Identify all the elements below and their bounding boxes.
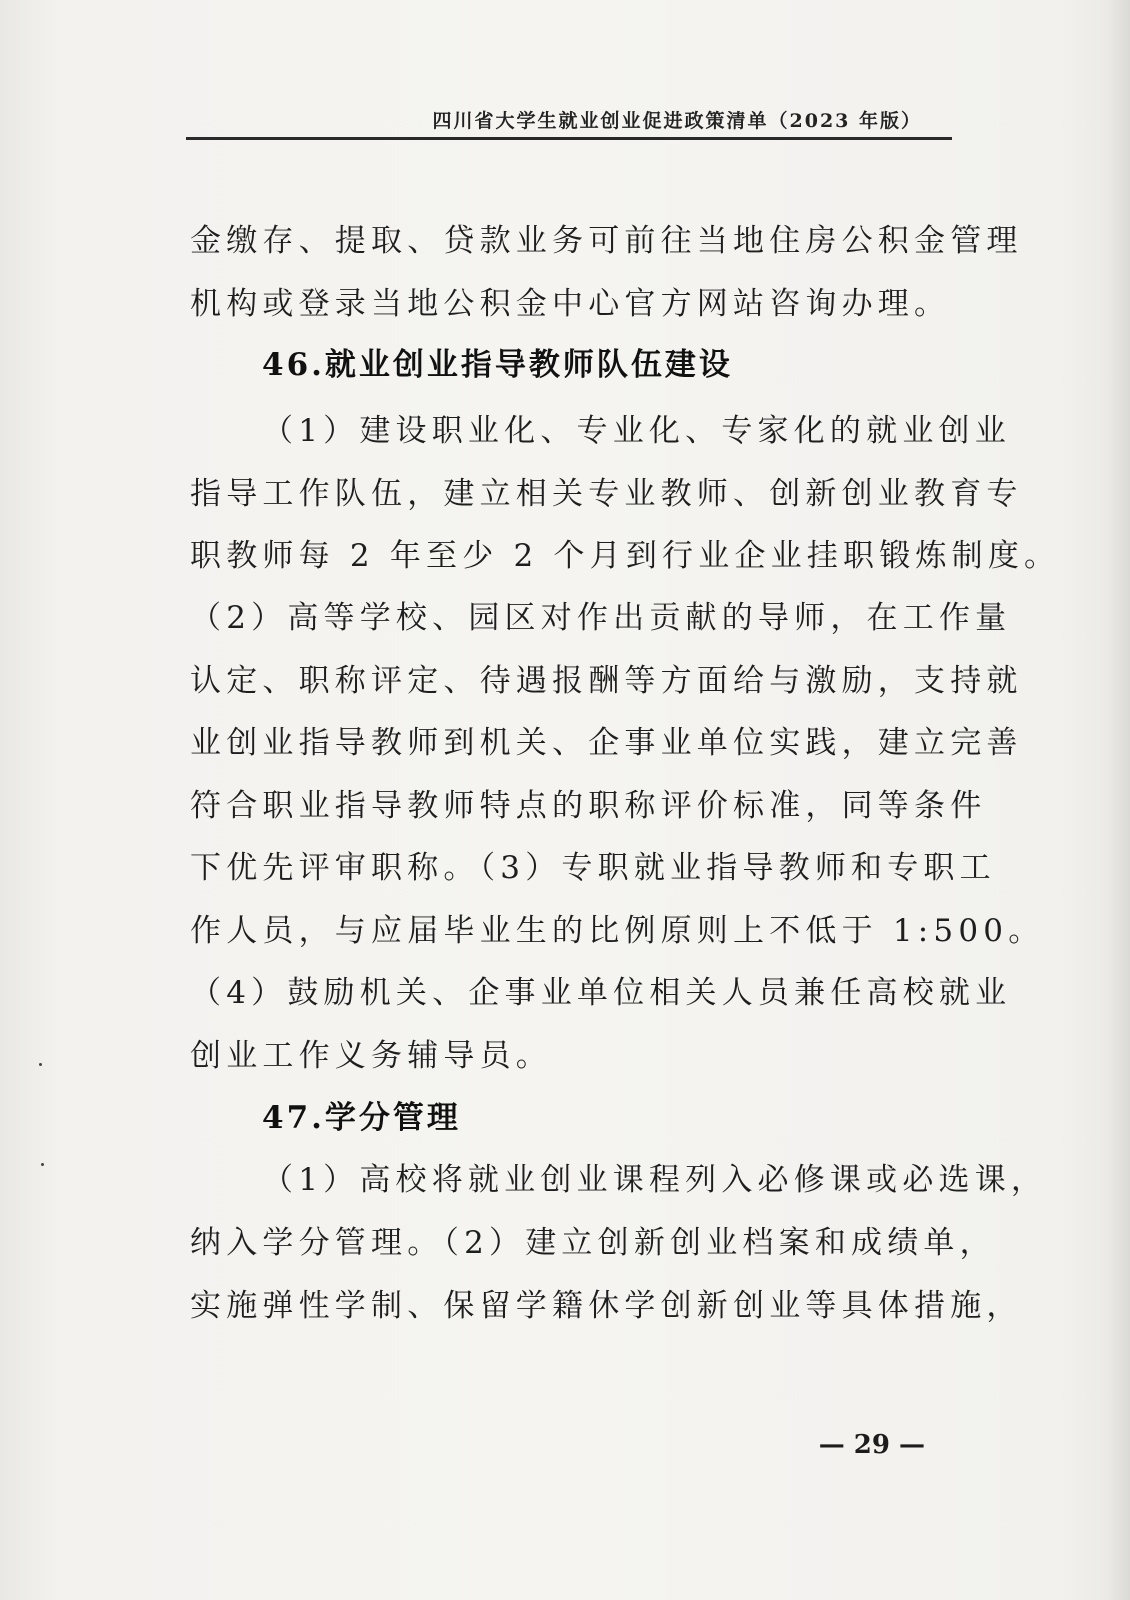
scan-speck	[41, 1163, 44, 1166]
section-heading-47: 47.学分管理	[262, 1100, 461, 1136]
body-line: （1）高校将就业创业课程列入必修课或必选课，	[262, 1162, 1048, 1198]
header-rule	[186, 137, 952, 140]
body-line: （1）建设职业化、专业化、专家化的就业创业	[262, 413, 1011, 449]
body-line: 符合职业指导教师特点的职称评价标准，同等条件	[190, 788, 987, 824]
body-line: 创业工作义务辅导员。	[190, 1038, 552, 1074]
section-heading-46: 46.就业创业指导教师队伍建设	[262, 347, 733, 383]
body-line: （4）鼓励机关、企事业单位相关人员兼任高校就业	[190, 975, 1012, 1011]
body-line: 机构或登录当地公积金中心官方网站咨询办理。	[190, 286, 951, 322]
body-line: 纳入学分管理。（2）建立创新创业档案和成绩单，	[190, 1225, 996, 1261]
body-line: 作人员，与应届毕业生的比例原则上不低于 1:500。	[190, 913, 1045, 949]
body-line: 业创业指导教师到机关、企事业单位实践，建立完善	[190, 725, 1023, 761]
body-line: （2）高等学校、园区对作出贡献的导师，在工作量	[190, 600, 1012, 636]
body-line: 下优先评审职称。（3）专职就业指导教师和专职工	[190, 850, 996, 886]
body-line: 职教师每 2 年至少 2 个月到行业企业挂职锻炼制度。	[190, 538, 1061, 574]
body-line: 金缴存、提取、贷款业务可前往当地住房公积金管理	[190, 223, 1023, 259]
scan-speck	[39, 1063, 42, 1066]
page-number: — 29 —	[818, 1430, 925, 1460]
body-line: 指导工作队伍，建立相关专业教师、创新创业教育专	[190, 476, 1023, 512]
scan-shadow	[1106, 0, 1130, 1600]
body-line: 实施弹性学制、保留学籍休学创新创业等具体措施，	[190, 1288, 1023, 1324]
running-header: 四川省大学生就业创业促进政策清单（2023 年版）	[432, 110, 922, 132]
body-line: 认定、职称评定、待遇报酬等方面给与激励，支持就	[190, 663, 1023, 699]
